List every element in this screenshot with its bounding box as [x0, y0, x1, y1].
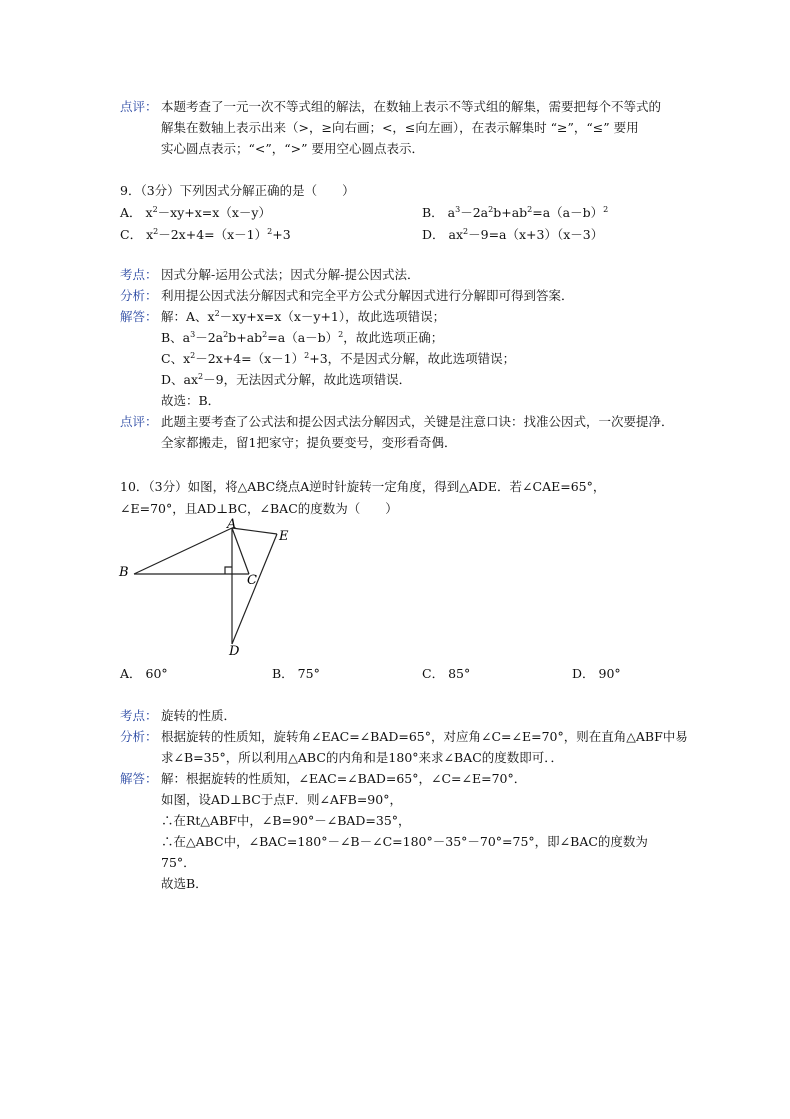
- segment-ac: [232, 528, 249, 574]
- q10-kaodian: 旋转的性质．: [161, 708, 237, 723]
- q9-kaodian-label: 考点：: [120, 267, 158, 282]
- comment-label: 点评：: [120, 99, 158, 114]
- q9-option-d: D． $ax^2-9=a(x+3)(x-3)$: [422, 227, 604, 242]
- segment-ae: [232, 528, 277, 534]
- q9-options-row-2: [120, 224, 730, 246]
- comment-line-1: 本题考查了一元一次不等式组的解法，在数轴上表示不等式组的解集，需要把每个不等式的: [161, 99, 662, 114]
- q9-fenxi-label: 分析：: [120, 288, 158, 303]
- q9-dianping-line-1: 此题主要考查了公式法和提公因式法分解因式，关键是注意口诀：找准公因式，一次要提净．: [161, 414, 674, 429]
- q9-analysis: [120, 264, 730, 453]
- q9-option-b: B． $a^3-2a^2b+ab^2=a(a-b)^2$: [422, 205, 609, 220]
- q9-kaodian: 因式分解-运用公式法；因式分解-提公因式法．: [161, 267, 420, 282]
- previous-question-comment: [120, 96, 730, 159]
- q9-stem: 9．（3分）下列因式分解正确的是（ ）: [120, 183, 355, 198]
- q10-solution-line-3: ∴在Rt△ABF中，∠B=90°－∠BAD=35°，: [161, 813, 411, 828]
- q9-solution-line-2: B、$a^3-2a^2b+ab^2=a(a-b)^2$，故此选项正确；: [161, 330, 444, 345]
- q10-fenxi-line-2: 求∠B=35°，所以利用△ABC的内角和是180°来求∠BAC的度数即可．．: [161, 750, 564, 765]
- q10-option-d: D． 90°: [572, 666, 621, 681]
- q9-dianping-line-2: 全家都搬走，留1把家守；提负要变号，变形看奇偶．: [161, 435, 457, 450]
- q10-option-a: A． 60°: [120, 666, 168, 681]
- question-10: [120, 476, 730, 520]
- q10-option-c: C． 85°: [422, 666, 471, 681]
- q10-analysis: [120, 705, 730, 894]
- label-c: C: [247, 573, 257, 588]
- label-e: E: [279, 529, 289, 544]
- question-9: [120, 180, 730, 246]
- q10-solution-line-2: 如图，设AD⊥BC于点F．则∠AFB=90°，: [161, 792, 402, 807]
- q9-solution-line-1: 解：A、$x^2-xy+x=x(x-y+1)$，故此选项错误；: [161, 309, 446, 324]
- comment-line-3: 实心圆点表示；“<”，“>” 要用空心圆点表示．: [161, 141, 424, 156]
- q10-option-b: B． 75°: [272, 666, 320, 681]
- q10-fenxi-label: 分析：: [120, 729, 158, 744]
- q10-solution-line-4: ∴在△ABC中，∠BAC=180°－∠B－∠C=180°－35°－70°=75°，即∠BAC的度数为: [161, 834, 648, 849]
- q10-figure: [112, 517, 312, 662]
- q9-solution-line-3: C、$x^2-2x+4=(x-1)^2+3$，不是因式分解，故此选项错误；: [161, 351, 516, 366]
- q10-fenxi-line-1: 根据旋转的性质知，旋转角∠EAC=∠BAD=65°，对应角∠C=∠E=70°，则在直角△ABF中易: [161, 729, 688, 744]
- q9-dianping-label: 点评：: [120, 414, 158, 429]
- comment-line-2: 解集在数轴上表示出来（>，≥向右画；<，≤向左画），在表示解集时 “≥”，“≤” 要用: [161, 120, 639, 135]
- segment-ba: [134, 528, 232, 574]
- q10-options: [120, 663, 730, 685]
- segment-ed: [232, 534, 277, 644]
- q9-solution-line-5: 故选：B．: [161, 393, 221, 408]
- q10-kaodian-label: 考点：: [120, 708, 158, 723]
- label-d: D: [229, 644, 240, 659]
- label-b: B: [119, 565, 129, 580]
- q10-solution-line-5: 75°．: [161, 855, 196, 870]
- right-angle-mark: [225, 567, 232, 574]
- q9-solution-line-4: D、$ax^2-9$，无法因式分解，故此选项错误．: [161, 372, 412, 387]
- q9-option-c: C． $x^2-2x+4=(x-1)^2+3$: [120, 227, 291, 242]
- label-a: A: [227, 517, 237, 532]
- q10-solution-line-6: 故选B．: [161, 876, 208, 891]
- q9-option-a: A． $x^2-xy+x=x(x-y)$: [120, 205, 271, 220]
- q10-solution-line-1: 解：根据旋转的性质知，∠EAC=∠BAD=65°，∠C=∠E=70°．: [161, 771, 527, 786]
- q9-fenxi: 利用提公因式法分解因式和完全平方公式分解因式进行分解即可得到答案．: [161, 288, 574, 303]
- q9-jieda-label: 解答：: [120, 309, 158, 324]
- q9-options-row-1: [120, 202, 730, 224]
- q10-stem-line-1: 10．（3分）如图，将△ABC绕点A逆时针旋转一定角度，得到△ADE．若∠CAE=65°，: [120, 479, 606, 494]
- q10-jieda-label: 解答：: [120, 771, 158, 786]
- q10-stem-line-2: ∠E=70°，且AD⊥BC，∠BAC的度数为（ ）: [120, 501, 398, 516]
